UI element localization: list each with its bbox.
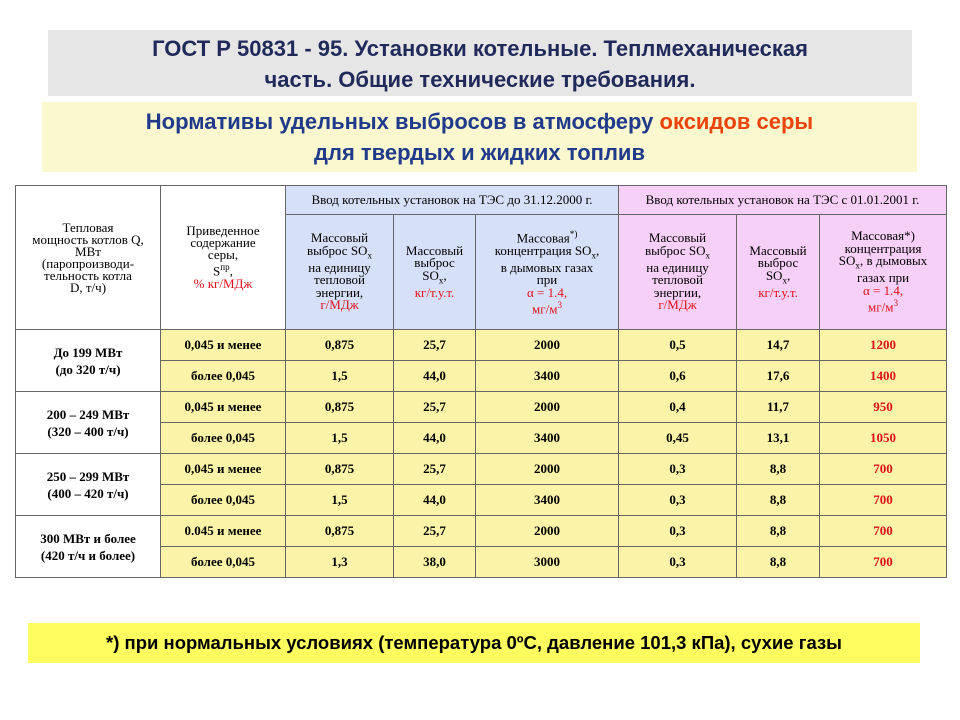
table-cell: 0,5 <box>619 330 737 361</box>
table-cell: 2000 <box>476 392 619 423</box>
table-cell: 8,8 <box>737 516 820 547</box>
table-cell: более 0,045 <box>161 361 286 392</box>
header-concentration-after: Массовая*) концентрация $SO_x$, в дымовых газах при α = 1.4, $мг/м^3$ <box>820 215 947 330</box>
table-cell: 11,7 <box>737 392 820 423</box>
table-cell: 25,7 <box>394 454 476 485</box>
table-cell: 0,875 <box>286 330 394 361</box>
table-cell: 0,4 <box>619 392 737 423</box>
table-cell: 17,6 <box>737 361 820 392</box>
header-mass-fuel-before: Массовый выброс $SO_x$, кг/т.у.т. <box>394 215 476 330</box>
table-cell: 3400 <box>476 485 619 516</box>
table-cell: 25,7 <box>394 330 476 361</box>
table-cell: 0,875 <box>286 392 394 423</box>
header-concentration-before: Массовая*) концентрация $SO_x$, в дымовых газах при α = 1.4, $мг/м^3$ <box>476 215 619 330</box>
table-cell: 0,6 <box>619 361 737 392</box>
table-cell: 1,5 <box>286 361 394 392</box>
table-cell: 1,5 <box>286 485 394 516</box>
table-cell: 1,5 <box>286 423 394 454</box>
table-cell: 0,3 <box>619 485 737 516</box>
table-body <box>16 330 947 578</box>
footnote: *) при нормальных условиях (температура 0ºС, давление 101,3 кПа), сухие газы <box>28 623 920 663</box>
table-cell: 2000 <box>476 516 619 547</box>
table-cell: 0,3 <box>619 547 737 578</box>
table-cell: 700 <box>820 454 947 485</box>
table-row <box>16 516 947 547</box>
table-subtitle <box>42 102 917 172</box>
capacity-label: 200 – 249 МВт (320 – 400 т/ч) <box>16 392 161 454</box>
table-cell: 25,7 <box>394 392 476 423</box>
header-mass-energy-before: Массовый выброс $SO_x$ на единицу тепловой энергии, г/МДж <box>286 215 394 330</box>
table-cell: 0.045 и менее <box>161 516 286 547</box>
table-row <box>16 392 947 423</box>
table-cell: 1,3 <box>286 547 394 578</box>
table-cell: 44,0 <box>394 423 476 454</box>
subtitle-highlight: оксидов серы <box>659 109 814 134</box>
table-cell: 44,0 <box>394 485 476 516</box>
table-row <box>16 454 947 485</box>
title-line-2: часть. Общие технические требования. <box>264 67 696 92</box>
header-mass-fuel-after: Массовый выброс $SO_x$, кг/т.у.т. <box>737 215 820 330</box>
table-row <box>16 330 947 361</box>
table-cell: 3400 <box>476 423 619 454</box>
table-cell: более 0,045 <box>161 423 286 454</box>
table-cell: 1050 <box>820 423 947 454</box>
table-cell: 700 <box>820 516 947 547</box>
header-mass-energy-after: Массовый выброс $SO_x$ на единицу тепловой энергии, г/МДж <box>619 215 737 330</box>
table-cell: 14,7 <box>737 330 820 361</box>
table-cell: 0,045 и менее <box>161 392 286 423</box>
subtitle-line-2: для твердых и жидких топлив <box>314 140 645 165</box>
header-sulfur-content: Приведенное содержание серы, $S^{пр}$, % кг/МДж <box>161 186 286 330</box>
table-cell: 8,8 <box>737 485 820 516</box>
table-cell: 700 <box>820 547 947 578</box>
table-cell: 700 <box>820 485 947 516</box>
subtitle-text: Нормативы удельных выбросов в атмосферу <box>145 109 660 134</box>
table-cell: 13,1 <box>737 423 820 454</box>
table-cell: 2000 <box>476 454 619 485</box>
table-cell: 2000 <box>476 330 619 361</box>
capacity-label: До 199 МВт (до 320 т/ч) <box>16 330 161 392</box>
table-cell: 25,7 <box>394 516 476 547</box>
table-cell: 8,8 <box>737 454 820 485</box>
table-cell: 8,8 <box>737 547 820 578</box>
subtitle-line-1 <box>42 106 917 137</box>
capacity-label: 250 – 299 МВт (400 – 420 т/ч) <box>16 454 161 516</box>
capacity-label: 300 МВт и более (420 т/ч и более) <box>16 516 161 578</box>
emissions-table <box>15 185 947 578</box>
table-cell: 0,45 <box>619 423 737 454</box>
table-cell: 0,875 <box>286 516 394 547</box>
table-cell: более 0,045 <box>161 485 286 516</box>
table-cell: 0,3 <box>619 516 737 547</box>
header-capacity: Тепловая мощность котлов Q, МВт (паропроизводи- тельность котла D, т/ч) <box>16 186 161 330</box>
table-cell: 38,0 <box>394 547 476 578</box>
table-cell: 44,0 <box>394 361 476 392</box>
table-cell: 1200 <box>820 330 947 361</box>
table-cell: 3400 <box>476 361 619 392</box>
table-cell: 1400 <box>820 361 947 392</box>
header-group-after-2001: Ввод котельных установок на ТЭС с 01.01.2001 г. <box>619 186 947 215</box>
table-cell: 0,045 и менее <box>161 454 286 485</box>
table-cell: 0,3 <box>619 454 737 485</box>
title-line-1: ГОСТ Р 50831 - 95. Установки котельные. Теплмеханическая <box>152 36 808 61</box>
table-cell: 3000 <box>476 547 619 578</box>
table-cell: 0,875 <box>286 454 394 485</box>
table-cell: 0,045 и менее <box>161 330 286 361</box>
table-cell: более 0,045 <box>161 547 286 578</box>
table-cell: 950 <box>820 392 947 423</box>
document-title <box>48 30 912 96</box>
header-group-before-2001: Ввод котельных установок на ТЭС до 31.12.2000 г. <box>286 186 619 215</box>
header-row-1 <box>16 186 947 215</box>
